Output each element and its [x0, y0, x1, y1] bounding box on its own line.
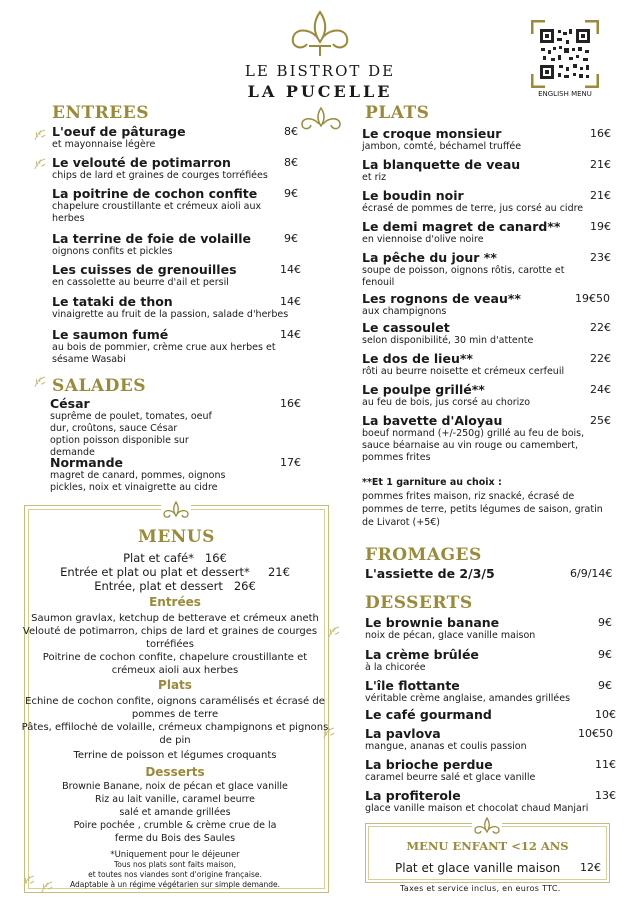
item-description: mangue, ananas et coulis passion [365, 741, 527, 752]
item-description: au bois de pommier, crème crue aux herbes et sésame Wasabi [52, 342, 276, 365]
fleur-small-icon [472, 817, 502, 837]
desserts-item [365, 647, 615, 674]
item-price: 19€ [590, 220, 611, 233]
header [0, 0, 640, 100]
menus-entrees-title: Entrées [149, 595, 201, 609]
item-name: Les rognons de veau** [362, 291, 521, 306]
desserts-title: DESSERTS [365, 593, 473, 613]
menus-entree-2: Velouté de potimarron, chips de lard et graines de courges torréfiées [22, 626, 318, 650]
item-name: L'oeuf de pâturage [52, 124, 186, 139]
menus-plat-2: Pâtes, effilochė de volaille, crémeux champignons et pignons de pin [21, 722, 329, 746]
item-price: 10€50 [578, 727, 613, 740]
item-name: La brioche perdue [365, 757, 493, 772]
item-description: magret de canard, pommes, oignons pickles, noix et vinaigrette au cidre [50, 470, 226, 493]
item-description: et mayonnaise légère [52, 139, 156, 150]
menu-enfant-box [365, 823, 610, 883]
item-price: 9€ [284, 187, 298, 200]
item-description: rôti au beurre noisette et crémeux cerfeuil [362, 366, 565, 377]
item-price: 8€ [284, 125, 298, 138]
restaurant-name-line2: LA PUCELLE [247, 82, 393, 101]
item-name: L'île flottante [365, 678, 460, 693]
menus-entree-3: Poitrine de cochon confite, chapelure croustillante et crémeux aioli aux herbes [42, 652, 308, 676]
item-name: Le poulpe grillé** [362, 382, 485, 397]
item-name: La terrine de foie de volaille [52, 231, 252, 246]
desserts-item [365, 757, 615, 784]
item-name: Le saumon fumé [52, 327, 169, 342]
item-description-2: option poisson disponible sur demande [50, 435, 189, 458]
entrees-item [52, 294, 322, 321]
enfant-title: MENU ENFANT <12 ANS [406, 839, 569, 853]
fleur-de-lis-icon [285, 8, 355, 58]
menus-note: *Uniquement pour le déjeuner [110, 850, 240, 860]
qr-label: ENGLISH MENU [538, 90, 592, 98]
item-price: 9€ [598, 616, 612, 629]
item-price: 14€ [280, 328, 301, 341]
item-name: Le tataki de thon [52, 294, 173, 309]
item-price: 25€ [590, 414, 611, 427]
restaurant-name-line1: LE BISTROT DE [244, 62, 396, 80]
item-price: 21€ [590, 158, 611, 171]
item-name: La pêche du jour ** [362, 250, 497, 265]
item-price: 14€ [280, 263, 301, 276]
item-name: Le dos de lieu** [362, 351, 473, 366]
item-name: César [50, 396, 90, 411]
salades-item [50, 396, 320, 459]
entrees-item [52, 262, 322, 289]
item-description: jambon, comté, béchamel truffée [362, 141, 522, 152]
item-name: Le velouté de potimarron [52, 155, 231, 170]
leaf-decoration-icon [33, 128, 47, 142]
item-price: 11€ [595, 758, 616, 771]
item-description: au feu de bois, jus corsé au chorizo [362, 397, 531, 408]
item-name: Les cuisses de grenouilles [52, 262, 237, 277]
fromages-item-price: 6/9/14€ [570, 567, 613, 580]
item-description: chapelure croustillante et crémeux aioli aux herbes [52, 201, 262, 224]
menus-note-4: Adaptable à un régime végétarien sur simple demande. [70, 880, 280, 889]
item-name: La profiterole [365, 788, 461, 803]
qr-code[interactable] [531, 20, 599, 88]
item-name: Le café gourmand [365, 707, 492, 722]
item-description: en viennoise d'olive noire [362, 234, 484, 245]
enfant-label: Plat et glace vanille maison [395, 861, 561, 875]
desserts-item [365, 615, 615, 642]
leaf-decoration-icon [40, 880, 54, 894]
item-description: oignons confits et pickles [52, 246, 173, 257]
formula-1 [20, 551, 330, 565]
item-name: La bavette d'Aloyau [362, 413, 503, 428]
desserts-item [365, 726, 615, 753]
item-price: 17€ [280, 456, 301, 469]
menus-entree-1: Saumon gravlax, ketchup de betterave et crémeux aneth [31, 613, 319, 624]
item-description: selon disponibilité, 30 min d'attente [362, 335, 534, 346]
entrees-item [52, 231, 322, 258]
menus-title: MENUS [138, 527, 215, 547]
item-name: Le croque monsieur [362, 126, 502, 141]
menus-plat-3: Terrine de poisson et légumes croquants [73, 750, 277, 761]
item-price: 13€ [595, 789, 616, 802]
item-description: à la chicorée [365, 662, 426, 673]
item-description: boeuf normand (+/-250g) grillé au feu de bois, sauce béarnaise au vin rouge ou camembert, pommes frites [362, 428, 585, 463]
plats-item [362, 382, 612, 409]
entrees-title: ENTREES [52, 103, 149, 123]
item-price: 22€ [590, 321, 611, 334]
plats-item [362, 157, 612, 184]
item-price: 9€ [284, 232, 298, 245]
item-name: Le brownie banane [365, 615, 500, 630]
leaf-decoration-icon [322, 726, 336, 740]
menus-note-3: et toutes nos viandes sont d'origine française. [88, 870, 262, 879]
menus-note-2: Tous nos plats sont faits maison, [114, 860, 236, 869]
item-price: 16€ [280, 397, 301, 410]
enfant-price: 12€ [580, 861, 601, 874]
item-description: écrasé de pommes de terre, jus corsé au cidre [362, 203, 584, 214]
menus-desserts-title: Desserts [145, 765, 205, 779]
item-description: et riz [362, 172, 387, 183]
item-description: en cassolette au beurre d'ail et persil [52, 277, 229, 288]
formula-3-price: 26€ [233, 579, 256, 593]
item-description: caramel beurre salé et glace vanille [365, 772, 536, 783]
item-price: 9€ [598, 648, 612, 661]
plats-item [362, 219, 612, 246]
plats-title: PLATS [365, 103, 430, 123]
menus-dessert-1: Brownie Banane, noix de pécan et glace vanille [62, 781, 288, 792]
plats-item [362, 250, 612, 289]
fromages-item-name: L'assiette de 2/3/5 [365, 566, 495, 581]
plats-item [362, 188, 612, 215]
entrees-item [52, 155, 322, 182]
desserts-item [365, 788, 615, 815]
item-price: 16€ [590, 127, 611, 140]
footer-taxes: Taxes et service inclus, en euros TTC. [400, 884, 561, 893]
desserts-item [365, 678, 615, 705]
item-description: véritable crème anglaise, amandes grillées [365, 693, 571, 704]
item-name: La pavlova [365, 726, 441, 741]
item-description: suprême de poulet, tomates, oeuf dur, croûtons, sauce César [50, 411, 212, 434]
formula-3 [20, 579, 330, 593]
garniture-title: **Et 1 garniture au choix : [362, 477, 502, 488]
formula-1-label: Plat et café* [123, 551, 194, 565]
item-description: noix de pécan, glace vanille maison [365, 630, 536, 641]
item-description: soupe de poisson, oignons rôtis, carotte et fenouil [362, 265, 565, 288]
desserts-item [365, 707, 615, 722]
item-price: 10€ [595, 708, 616, 721]
item-name: La blanquette de veau [362, 157, 521, 172]
formula-2-label: Entrée et plat ou plat et dessert* [60, 565, 250, 579]
menus-plat-1: Echine de cochon confite, oignons caramélisés et écrasé de pommes de terre [25, 696, 325, 720]
plats-item [362, 320, 612, 347]
item-description: aux champignons [362, 306, 447, 317]
garniture-text: pommes frites maison, riz snacké, écrasé de pommes de terre, petits légumes de saison, gratin de Livarot (+5€) [362, 491, 603, 528]
leaf-decoration-icon [22, 874, 36, 888]
item-price: 23€ [590, 251, 611, 264]
salades-title: SALADES [52, 376, 147, 396]
item-price: 14€ [280, 295, 301, 308]
leaf-decoration-icon [327, 625, 341, 639]
item-name: Normande [50, 455, 123, 470]
item-name: Le demi magret de canard** [362, 219, 561, 234]
fromages-title: FROMAGES [365, 545, 482, 565]
salades-item [50, 455, 320, 494]
item-name: La poitrine de cochon confite [52, 186, 258, 201]
menus-dessert-3: Poire pochée , crumble & crème crue de la ferme du Bois des Saules [73, 820, 277, 844]
entrees-item [52, 124, 322, 151]
item-price: 22€ [590, 352, 611, 365]
leaf-decoration-icon [33, 157, 47, 171]
item-price: 19€50 [575, 292, 610, 305]
formula-2 [20, 565, 330, 579]
menus-dessert-2: Riz au lait vanille, caramel beurre salé et amande grillées [95, 794, 255, 818]
plats-item [362, 351, 612, 378]
item-price: 21€ [590, 189, 611, 202]
fleur-small-icon [161, 501, 191, 521]
entrees-item [52, 327, 322, 366]
item-price: 8€ [284, 156, 298, 169]
plats-item [362, 413, 612, 464]
plats-item [362, 291, 612, 318]
formula-1-price: 16€ [204, 551, 227, 565]
formula-2-price: 21€ [267, 565, 290, 579]
formula-3-label: Entrée, plat et dessert [94, 579, 223, 593]
leaf-decoration-icon [33, 375, 47, 389]
item-name: La crème brûlée [365, 647, 479, 662]
item-price: 9€ [598, 679, 612, 692]
item-description: glace vanille maison et chocolat chaud Manjari [365, 803, 589, 814]
item-name: Le cassoulet [362, 320, 450, 335]
item-description: vinaigrette au fruit de la passion, salade d'herbes [52, 309, 289, 320]
menus-plats-title: Plats [158, 678, 192, 692]
plats-item [362, 126, 612, 153]
item-price: 24€ [590, 383, 611, 396]
item-name: Le boudin noir [362, 188, 464, 203]
entrees-item [52, 186, 322, 225]
item-description: chips de lard et graines de courges torréfiées [52, 170, 268, 181]
